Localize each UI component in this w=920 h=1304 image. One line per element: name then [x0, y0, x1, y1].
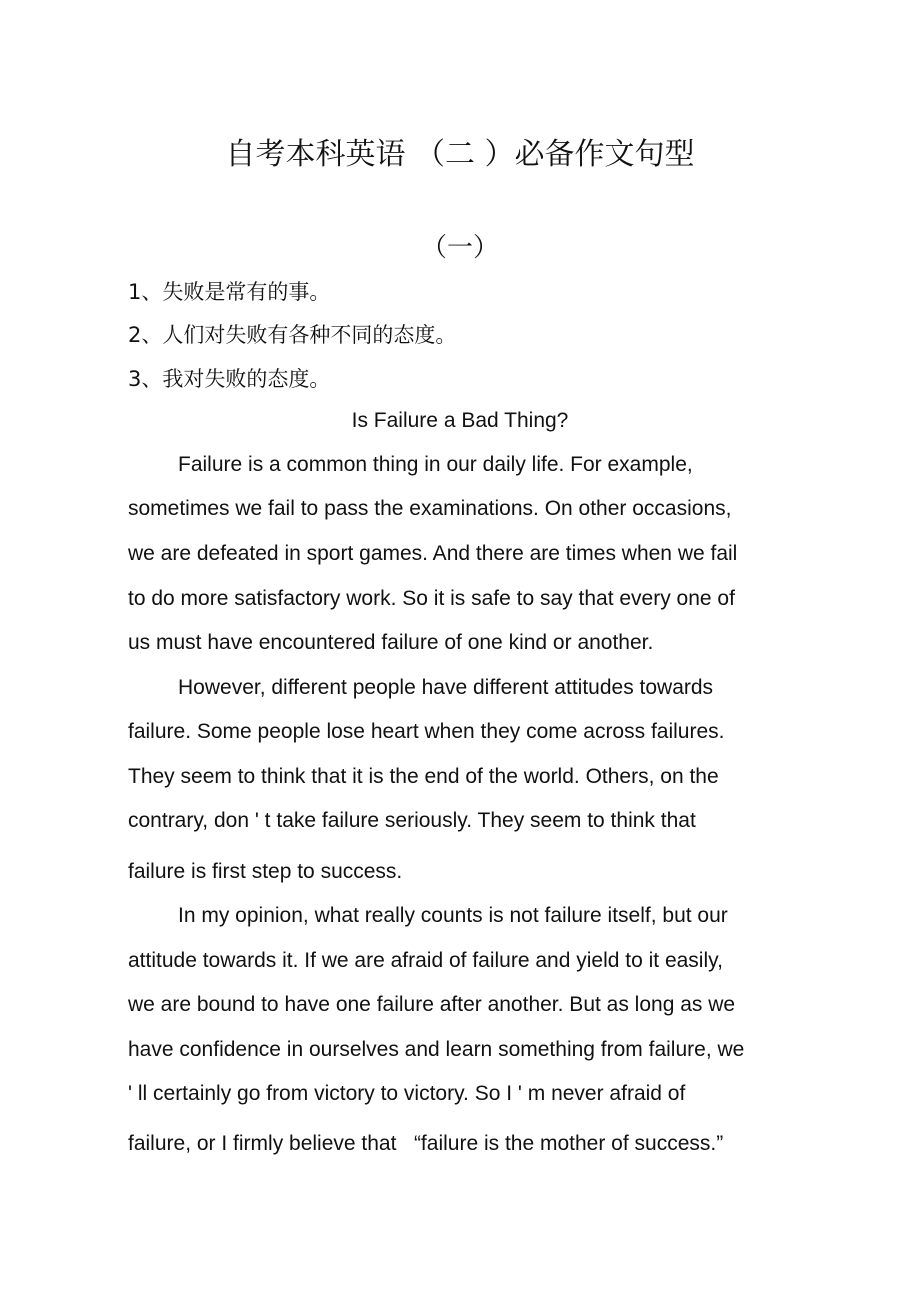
essay-line: ' ll certainly go from victory to victory. So I ' m never afraid of	[128, 1082, 686, 1105]
essay-line: we are bound to have one failure after another. But as long as we	[128, 993, 736, 1016]
question-3: 3、我对失败的态度。	[128, 367, 331, 391]
essay-line: However, different people have different attitudes towards	[178, 676, 714, 699]
question-2: 2、人们对失败有各种不同的态度。	[128, 323, 457, 347]
essay-line: to do more satisfactory work. So it is safe to say that every one of	[128, 587, 735, 610]
essay-line: Failure is a common thing in our daily life. For example,	[178, 453, 693, 476]
essay-line: have confidence in ourselves and learn something from failure, we	[128, 1038, 745, 1061]
essay-line: us must have encountered failure of one kind or another.	[128, 631, 654, 654]
essay-line: They seem to think that it is the end of the world. Others, on the	[128, 765, 719, 788]
essay-line: failure, or I firmly believe that “failure is the mother of success.”	[128, 1132, 724, 1155]
essay-line: sometimes we fail to pass the examinations. On other occasions,	[128, 497, 732, 520]
section-heading: （一）	[420, 233, 499, 263]
essay-line: contrary, don ' t take failure seriously. They seem to think that	[128, 809, 696, 832]
question-1: 1、失败是常有的事。	[128, 280, 331, 304]
essay-title: Is Failure a Bad Thing?	[351, 409, 569, 432]
essay-line: we are defeated in sport games. And there are times when we fail	[128, 542, 738, 565]
document-title: 自考本科英语 （二 ）必备作文句型	[225, 137, 695, 172]
essay-line: failure. Some people lose heart when they come across failures.	[128, 720, 725, 743]
essay-line: attitude towards it. If we are afraid of failure and yield to it easily,	[128, 949, 723, 972]
essay-line: In my opinion, what really counts is not failure itself, but our	[178, 904, 728, 927]
essay-line: failure is first step to success.	[128, 860, 403, 883]
